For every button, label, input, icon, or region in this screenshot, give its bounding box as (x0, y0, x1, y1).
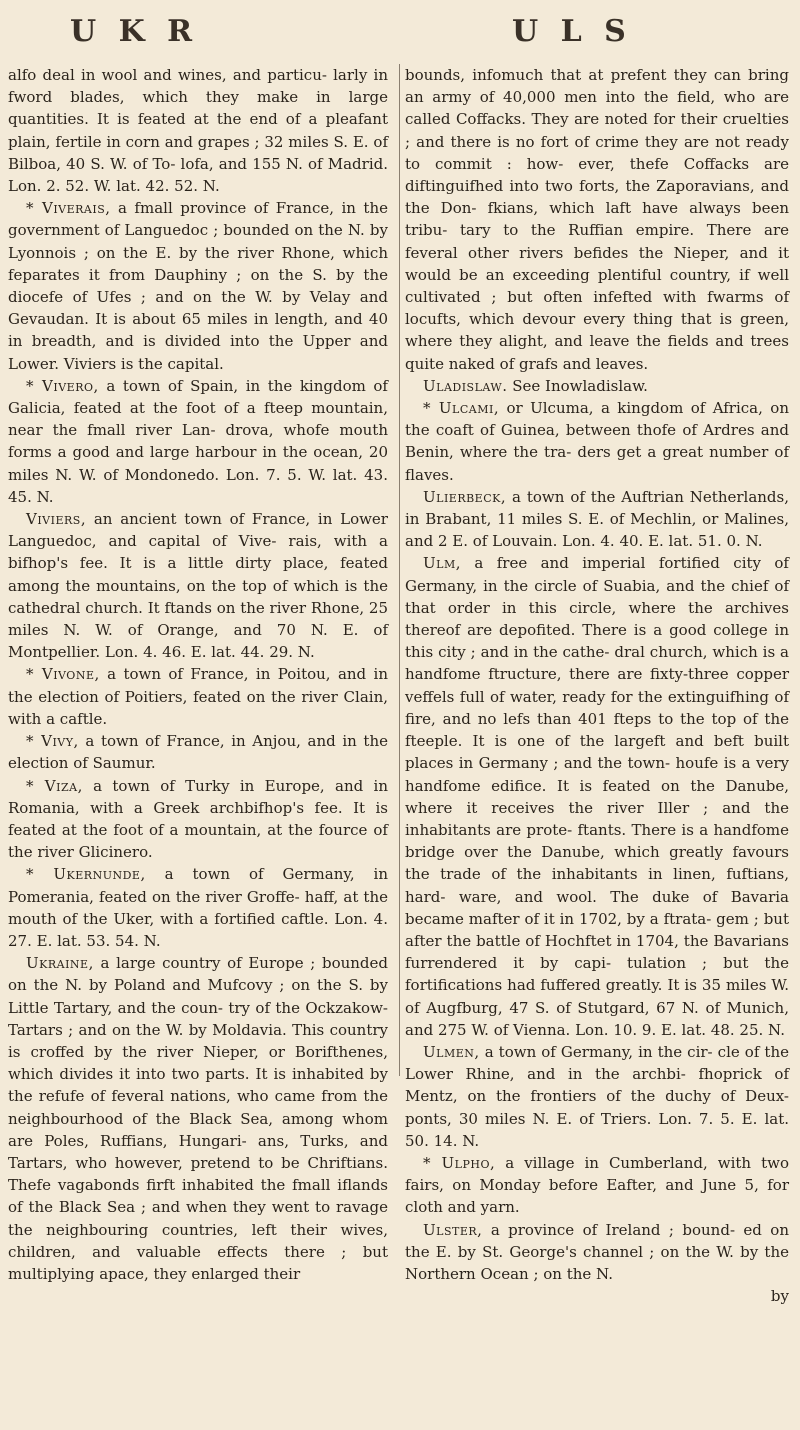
headword: * Vivone, (26, 665, 100, 684)
entry-ukraine-end: bounds, infomuch that at prefent they can bring an army of 40,000 men into the field, who are called Coffacks. They are noted for their cruelties ; and there is no fort of crime they are not ready to commit : how- ever, thefe Coffacks are diftinguifhed into two forts, the Zaporavians, and the Don- fkians, which laft have always been tribu- tary to the Ruffian empire. There are feveral other rivers befides the Nieper, and it would be an exceeding plentiful country, if well cultivated ; but often infefted with fwarms of locufts, which devour every thing that is green, where they alight, and leave the fields and trees quite naked of grafs and leaves. (405, 66, 789, 373)
headword: * Viverais, (26, 199, 111, 218)
entry-vivero: * Vivero, a town of Spain, in the kingdom of Galicia, feated at the foot of a fteep mountain, near the fmall river Lan- drova, whofe mouth forms a good and large harbour in the ocean, 20 miles N. W. of Mondonedo. Lon. 7. 5. W. lat. 43. 45. N. (8, 376, 388, 506)
headword: * Vivy, (26, 732, 79, 751)
entry-ukraine-cont: alfo deal in wool and wines, and particu- larly in fword blades, which they make in large quantities. It is feated at the end of a pleafant plain, fertile in corn and grapes ; 32 miles S. E. of Bilboa, 40 S. W. of To- lofa, and 155 N. of Madrid. Lon. 2. 52. W. lat. 42. 52. N. (8, 66, 388, 196)
headword: Ulmen, (423, 1042, 480, 1061)
entry-ulpho: * Ulpho, a village in Cumberland, with two fairs, on Monday before Eafter, and June 5, for cloth and yarn. (405, 1153, 789, 1217)
entry-vivone: * Vivone, a town of France, in Poitou, and in the election of Poitiers, feated on the river Clain, with a caftle. (8, 665, 388, 728)
entry-ulierbeck: Ulierbeck, a town of the Auftrian Netherlands, in Brabant, 11 miles S. E. of Mechlin, or Malines, and 2 E. of Louvain. Lon. 4. 40. E. lat. 51. 0. N. (405, 487, 789, 551)
headword: Uladislaw. (423, 376, 508, 395)
headword: * Ulcami, (423, 399, 500, 418)
headword: * Vivero, (26, 376, 99, 395)
running-head-left: U K R (70, 14, 199, 49)
entry-ulster: Ulster, a province of Ireland ; bound- ed on the E. by St. George's channel ; on the W. by the Northern Ocean ; on the N. (405, 1220, 789, 1283)
entry-viverais: * Viverais, a fmall province of France, in the government of Languedoc ; bounded on the N. by Lyonnois ; on the E. by the river Rhone, which feparates it from Dauphiny ; on the S. by the diocefe of Ufes ; and on the W. by Velay and Gevaudan. It is about 65 miles in length, and 40 in breadth, and is divided into the Upper and Lower. Viviers is the capital. (8, 199, 388, 373)
running-head-right: U L S (512, 14, 632, 49)
headword: Ulierbeck, (423, 487, 507, 506)
entry-ukernunde: * Ukernunde, a town of Germany, in Pomerania, feated on the river Groffe- haff, at the mouth of the Uker, with a fortified caftle. Lon. 4. 27. E. lat. 53. 54. N. (8, 865, 388, 950)
headword: * Ukernunde, (26, 865, 146, 884)
entry-ulcami: * Ulcami, or Ulcuma, a kingdom of Africa, on the coaft of Guinea, between thofe of Ardres and Benin, where the tra- ders get a great number of flaves. (405, 399, 789, 484)
entry-ulm: Ulm, a free and imperial fortified city of Germany, in the circle of Suabia, and the chief of that order in this circle, where the archives thereof are depofited. There is a good college in this city ; and in the cathe- dral church, which is a handfome ftructure, there are fixty-three copper veffels full of water, ready for the extinguifhing of fire, and no lefs than 401 fteps to the top of the fteeple. It is one of the largeft and beft built places in Germany ; and the town- houfe is a very handfome edifice. It is feated on the Danube, where it receives the river Iller ; and the inhabitants are prote- ftants. There is a handfome bridge over the Danube, which greatly favours the trade of the inhabitants in linen, fuftians, hard- ware, and wool. The duke of Bavaria became mafter of it in 1702, by a ftrata- gem ; but after the battle of Hochftet in 1704, the Bavarians furrendered it by capi- tulation ; but the fortifications had fuffered greatly. It is 35 miles W. of Augfburg, 47 S. of Stutgard, 67 N. of Munich, and 275 W. of Vienna. Lon. 10. 9. E. lat. 48. 25. N. (405, 554, 789, 1039)
headword: * Viza, (26, 776, 83, 795)
left-column (8, 64, 388, 1285)
entry-vivy: * Vivy, a town of France, in Anjou, and in the election of Saumur. (8, 732, 388, 773)
entry-uladislaw: Uladislaw. See Inowladislaw. (423, 376, 648, 395)
entry-viviers: Viviers, an ancient town of France, in Lower Languedoc, and capital of Vive- rais, with a bifhop's fee. It is a little dirty place, feated among the mountains, on the top of which is the cathedral church. It ftands on the river Rhone, 25 miles N. W. of Orange, and 70 N. E. of Montpellier. Lon. 4. 46. E. lat. 44. 29. N. (8, 510, 388, 662)
entry-ulmen: Ulmen, a town of Germany, in the cir- cle of the Lower Rhine, and in the archbi- fhoprick of Mentz, on the frontiers of the duchy of Deux-ponts, 30 miles N. E. of Triers. Lon. 7. 5. E. lat. 50. 14. N. (405, 1042, 789, 1150)
catchword: by (770, 1287, 789, 1306)
headword: Ulm, (423, 554, 461, 573)
headword: Viviers, (26, 510, 87, 529)
entry-ukraine: Ukraine, a large country of Europe ; bounded on the N. by Poland and Mufcovy ; on the S. by Little Tartary, and the coun- try of the Ockzakow-Tartars ; and on the W. by Moldavia. This country is croffed by the river Nieper, or Borifthenes, which divides it into two parts. It is inhabited by the refufe of feveral nations, who came from the neighbourhood of the Black Sea, among whom are Poles, Ruffians, Hungari- ans, Turks, and Tartars, who however, pretend to be Chriftians. Thefe vagabonds firft inhabited the fmall iflands of the Black Sea ; and when they went to ravage the neighbouring countries, left their wives, children, and valuable effects there ; but multiplying apace, they enlarged their (8, 954, 388, 1283)
entry-viza: * Viza, a town of Turky in Europe, and in Romania, with a Greek archbifhop's fee. It is feated at the foot of a mountain, at the fource of the river Glicinero. (8, 776, 388, 862)
headword: Ulster, (423, 1220, 483, 1239)
right-column (405, 64, 789, 1307)
headword: * Ulpho, (423, 1153, 496, 1172)
column-divider (399, 64, 400, 1076)
headword: Ukraine, (26, 954, 94, 973)
